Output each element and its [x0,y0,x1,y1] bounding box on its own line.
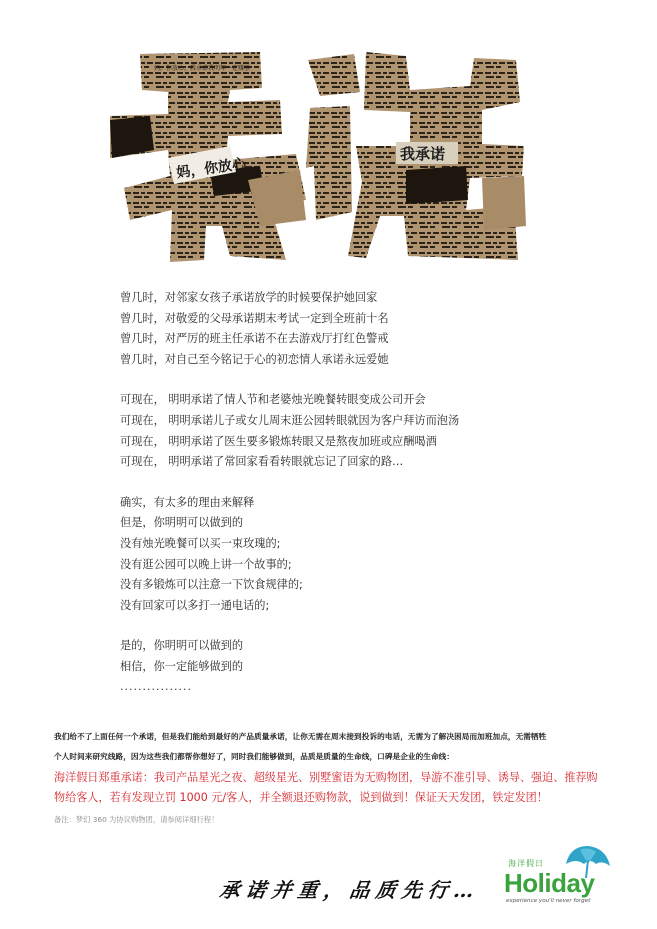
poem-line: 可现在， 明明承诺了情人节和老婆烛光晚餐转眼变成公司开会 [120,393,426,407]
logo-brand: Holiday [504,868,595,898]
poem-line: 曾几时，对严厉的班主任承诺不在去游戏厅打红色警戒 [120,332,389,346]
hero-collage [110,50,526,262]
poem-line: 可现在， 明明承诺了医生要多锻炼转眼又是熬夜加班或应酬喝酒 [120,434,437,448]
poem-line: 没有多锻炼可以注意一下饮食规律的; [120,578,303,592]
promise-line: 海洋假日郑重承诺：我司产品星光之夜、超级星光、别墅蜜语为无购物团，导游不准引导、诱导、强迫、推荐购 [54,771,598,784]
promise-line: 物给客人，若有发现立罚 1000 元/客人，并全额退还购物款，说到做到！保证天天发团，铁定发团！ [54,791,548,804]
poem-line: 曾几时，对邻家女孩子承诺放学的时候要保护她回家 [120,291,378,304]
svg-text:我承诺: 我承诺 [400,145,446,163]
poem-line: 曾几时，对敬爱的父母承诺期末考试一定到全班前十名 [120,311,389,325]
svg-text:妈，你放心，我承诺我明年一定赚够: 妈，你放心，我承诺我明年一定赚够 [154,65,251,72]
notice-intro-line: 我们给不了上面任何一个承诺，但是我们能给到最好的产品质量承诺，让你无需在周末接到投诉的电话，无需为了解决困局而加班加点，无需牺牲 [54,732,547,741]
poem-line: 没有烛光晚餐可以买一束玫瑰的; [120,536,281,550]
logo-tagline: experience you'll never forget [506,898,591,904]
holiday-logo [490,842,620,912]
svg-text:妈，你放心: 妈，你放心 [175,155,247,182]
poem-line: 没有回家可以多打一通电话的; [120,598,270,612]
poem-line: 是的，你明明可以做到的 [120,639,244,653]
poem-line: 但是，你明明可以做到的 [120,516,244,530]
poem-line: 没有逛公园可以晚上讲一个故事的; [120,557,292,571]
notice-remark: 备注：梦幻 360 为协议购物团，请参阅详细行程！ [54,815,219,824]
collage-graphic [110,50,526,262]
slogan: 承诺并重，品质先行… [218,878,482,902]
poem-line: 曾几时，对自己至今铭记于心的初恋情人承诺永远爱她 [120,352,389,366]
stanza-4 [120,636,540,677]
poem-line: 相信，你一定能够做到的 [120,659,244,673]
banner-promise [396,142,458,164]
logo-chinese-name: 海洋假日 [508,859,544,868]
poem-line: 可现在， 明明承诺儿子或女儿周末逛公园转眼就因为客户拜访而泡汤 [120,413,460,427]
notice-intro-line: 个人时间来研究线路，因为这些我们都帮你想好了，同时我们能够做到，品质是质量的生命线，口碑是企业的生命线： [54,752,455,761]
stanza-1 [120,288,540,370]
poem-line: 确实，有太多的理由来解释 [120,495,255,509]
quality-notice [54,727,614,826]
poem-ellipsis: ................ [120,679,192,693]
poem-line: 可现在， 明明承诺了常回家看看转眼就忘记了回家的路… [120,455,404,469]
poem [120,288,540,694]
stanza-2 [120,390,540,472]
stanza-3 [120,493,540,617]
